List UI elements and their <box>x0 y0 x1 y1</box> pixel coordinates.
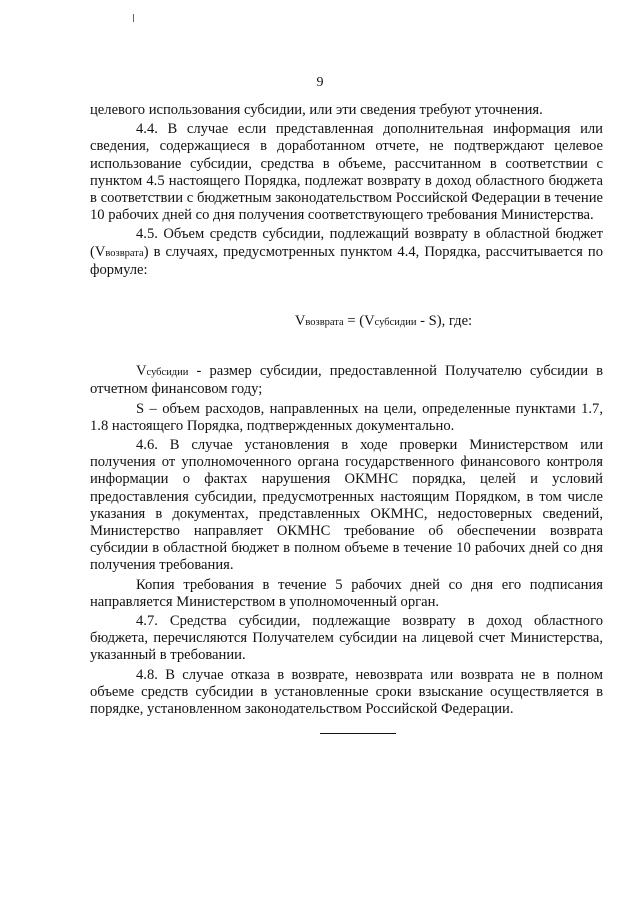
formula <box>164 313 603 331</box>
def-v-text: - размер субсидии, предоставленной Получателю субсидии в отчетном финансовом году; <box>90 363 603 398</box>
def-v-subscript: субсидии <box>146 367 189 379</box>
scan-mark <box>133 14 134 22</box>
paragraph-4-5 <box>90 226 603 279</box>
def-v: V <box>136 363 147 380</box>
formula-v1: V <box>294 313 306 330</box>
paragraph-4-6-copy: Копия требования в течение 5 рабочих дней со дня его подписания направляется Министерством в уполномоченный орган. <box>90 576 603 610</box>
page-number: 9 <box>316 75 324 90</box>
var-v: V <box>94 243 106 260</box>
paragraph-4-5-text-a: 4.5. Объем средств субсидии, подлежащий возврату в областной бюджет ( <box>90 226 603 260</box>
paragraph-4-6: 4.6. В случае установления в ходе проверки Министерством или получения от уполномоченного органа государственного финансового контроля информации о фактах нарушения ОКМНС порядка, целей и условий предоставления субсидии, предусмотренных настоящим Порядком, в том числе указания в документах, представленных ОКМНС, недостоверных сведений, Министерство направляет ОКМНС требование об обеспечении возврата субсидии в областной бюджет в полном объеме в течение 10 рабочих дней со дня получения требования. <box>90 437 603 574</box>
paragraph-continuation: целевого использования субсидии, или эти сведения требуют уточнения. <box>90 102 543 118</box>
formula-eq: = (V <box>343 313 375 330</box>
paragraph-4-8: 4.8. В случае отказа в возврате, невозврата или возврата не в полном объеме средств субсидии в установленные сроки взыскание осуществляется в порядке, установленном законодательством Российской Федерации. <box>90 666 603 718</box>
var-v-subscript: возврата <box>105 247 144 259</box>
paragraph-4-5-text-b: ) в случаях, предусмотренных пунктом 4.4, Порядка, рассчитывается по формуле: <box>90 243 603 278</box>
definition-v-subsidy <box>90 363 603 398</box>
document-body <box>90 102 603 720</box>
definition-s: S – объем расходов, направленных на цели, определенные пунктами 1.7, 1.8 настоящего Порядка, подтвержденных документально. <box>90 400 603 434</box>
formula-tail: - S), где: <box>416 313 473 330</box>
formula-sub2: субсидии <box>374 317 417 329</box>
paragraph-4-7: 4.7. Средства субсидии, подлежащие возврату в доход областного бюджета, перечисляются Получателем субсидии на лицевой счет Министерства, указанный в требовании. <box>90 613 603 664</box>
formula-sub1: возврата <box>305 317 344 329</box>
paragraph-4-4: 4.4. В случае если представленная дополнительная информация или сведения, содержащиеся в доработанном отчете, не подтверждают целевое использование субсидии, средства в объеме, рассчитанном в соответствии с пунктом 4.5 настоящего Порядка, подлежат возврату в доход областного бюджета в соответствии с бюджетным законодательством Российской Федерации в течение 10 рабочих дней со дня получения соответствующего требования Министерства. <box>90 121 603 224</box>
closing-rule <box>320 733 396 734</box>
